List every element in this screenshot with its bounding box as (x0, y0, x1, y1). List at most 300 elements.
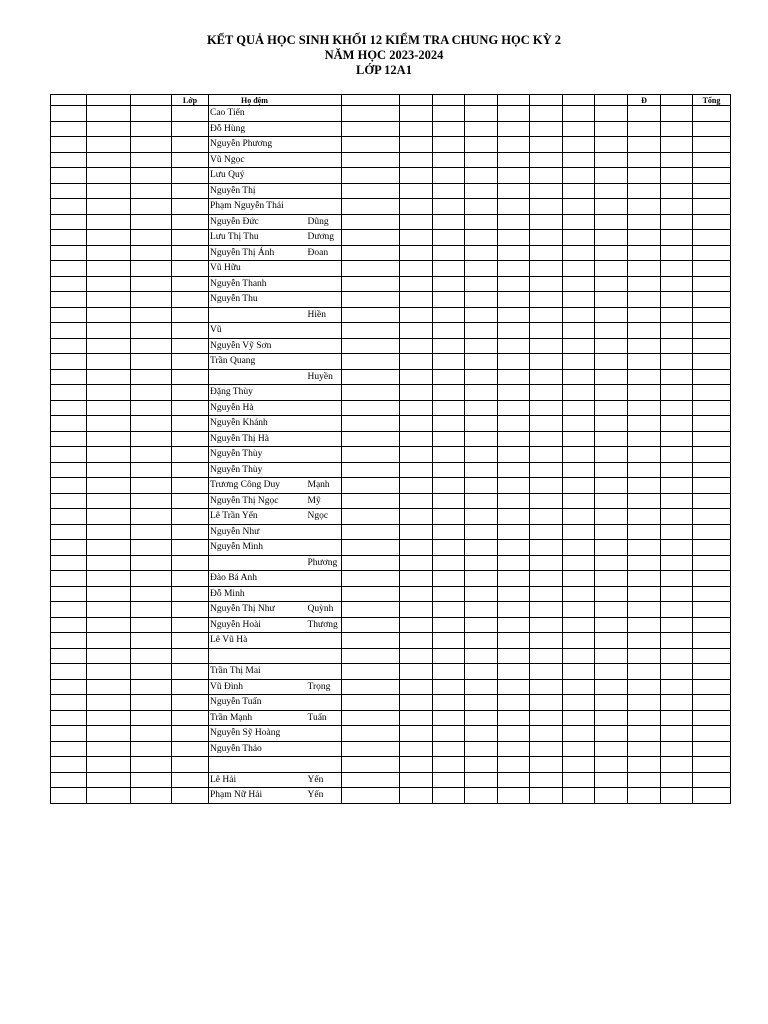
table-cell (661, 679, 693, 695)
table-cell (342, 199, 400, 215)
table-cell (131, 137, 172, 153)
table-cell (465, 137, 498, 153)
table-cell (342, 183, 400, 199)
table-row (51, 633, 731, 649)
table-cell (400, 493, 433, 509)
student-surname-cell: Lưu Thị Thu (209, 230, 307, 246)
student-surname-cell: Trần Mạnh (209, 710, 307, 726)
table-cell (498, 416, 530, 432)
table-cell (172, 307, 209, 323)
table-cell (342, 137, 400, 153)
table-cell (400, 524, 433, 540)
table-cell (131, 586, 172, 602)
table-cell (87, 633, 131, 649)
table-cell (628, 447, 661, 463)
table-cell (51, 152, 87, 168)
table-cell (530, 369, 563, 385)
table-cell (131, 245, 172, 261)
table-cell (87, 230, 131, 246)
table-cell (498, 199, 530, 215)
table-cell (433, 524, 465, 540)
table-cell (51, 276, 87, 292)
table-cell (433, 679, 465, 695)
table-cell (51, 586, 87, 602)
table-cell (530, 540, 563, 556)
student-surname-cell: Trần Thị Mai (209, 664, 307, 680)
table-cell (530, 245, 563, 261)
student-given-name-cell: Thương (307, 617, 342, 633)
table-cell (172, 540, 209, 556)
table-cell (530, 121, 563, 137)
student-given-name-cell: Yến (307, 788, 342, 804)
table-cell (530, 555, 563, 571)
table-cell (595, 400, 628, 416)
table-cell (131, 431, 172, 447)
table-row (51, 555, 731, 571)
table-row (51, 416, 731, 432)
table-cell (563, 416, 595, 432)
student-surname-cell: Nguyễn Thảo (209, 741, 307, 757)
table-row (51, 602, 731, 618)
table-cell (498, 121, 530, 137)
table-cell (433, 152, 465, 168)
table-cell (661, 447, 693, 463)
table-cell (51, 664, 87, 680)
table-cell (693, 354, 731, 370)
table-cell (172, 416, 209, 432)
table-cell (661, 338, 693, 354)
student-given-name-cell (307, 261, 342, 277)
table-cell (595, 416, 628, 432)
table-cell (661, 493, 693, 509)
table-cell (628, 695, 661, 711)
table-cell (51, 540, 87, 556)
table-cell (400, 462, 433, 478)
table-cell (400, 230, 433, 246)
table-cell (342, 555, 400, 571)
table-cell (498, 137, 530, 153)
table-cell (498, 726, 530, 742)
table-cell (563, 121, 595, 137)
table-cell (400, 555, 433, 571)
table-cell (342, 493, 400, 509)
table-cell (433, 478, 465, 494)
table-cell (433, 695, 465, 711)
table-cell (530, 400, 563, 416)
table-cell (51, 648, 87, 664)
table-cell (628, 679, 661, 695)
table-cell (342, 431, 400, 447)
table-cell (342, 586, 400, 602)
table-cell (628, 493, 661, 509)
table-cell (595, 741, 628, 757)
table-cell (693, 121, 731, 137)
table-cell (563, 571, 595, 587)
table-cell (693, 214, 731, 230)
table-cell (595, 354, 628, 370)
table-cell (628, 230, 661, 246)
table-cell (87, 354, 131, 370)
table-cell (563, 214, 595, 230)
table-cell (661, 757, 693, 773)
table-cell (465, 788, 498, 804)
table-cell (400, 478, 433, 494)
table-cell (433, 664, 465, 680)
table-cell (87, 540, 131, 556)
table-cell (498, 385, 530, 401)
table-row (51, 338, 731, 354)
table-cell (400, 369, 433, 385)
table-cell (131, 183, 172, 199)
table-cell (530, 788, 563, 804)
table-cell (498, 648, 530, 664)
table-row (51, 664, 731, 680)
table-cell (87, 385, 131, 401)
table-cell (400, 586, 433, 602)
table-cell (595, 230, 628, 246)
table-cell (400, 385, 433, 401)
table-cell (563, 245, 595, 261)
table-row (51, 183, 731, 199)
table-cell (172, 633, 209, 649)
table-cell (693, 633, 731, 649)
results-table (50, 94, 731, 804)
table-cell (530, 323, 563, 339)
table-cell (342, 276, 400, 292)
student-surname-cell: Nguyễn Như (209, 524, 307, 540)
table-cell (595, 152, 628, 168)
table-cell (433, 447, 465, 463)
table-cell (628, 261, 661, 277)
table-cell (595, 431, 628, 447)
table-cell (595, 679, 628, 695)
title-line-1: KẾT QUẢ HỌC SINH KHỐI 12 KIỂM TRA CHUNG HỌC KỲ 2 (206, 33, 562, 47)
student-given-name-cell (307, 354, 342, 370)
table-cell (465, 245, 498, 261)
table-cell (628, 307, 661, 323)
table-cell (433, 199, 465, 215)
table-cell (628, 354, 661, 370)
table-cell (51, 602, 87, 618)
table-cell (465, 664, 498, 680)
table-cell (465, 323, 498, 339)
student-surname-cell: Đào Bá Anh (209, 571, 307, 587)
table-cell (693, 664, 731, 680)
table-cell (628, 602, 661, 618)
table-cell (530, 509, 563, 525)
table-cell (498, 462, 530, 478)
table-cell (563, 726, 595, 742)
header-cell (465, 95, 498, 106)
table-row (51, 323, 731, 339)
table-cell (400, 323, 433, 339)
table-cell (131, 741, 172, 757)
student-surname-cell: Đỗ Minh (209, 586, 307, 602)
table-cell (87, 431, 131, 447)
table-cell (530, 478, 563, 494)
table-cell (465, 416, 498, 432)
student-surname-cell (209, 307, 307, 323)
table-cell (131, 772, 172, 788)
table-cell (661, 571, 693, 587)
table-cell (172, 121, 209, 137)
student-given-name-cell (307, 664, 342, 680)
table-cell (465, 540, 498, 556)
student-given-name-cell (307, 338, 342, 354)
table-cell (693, 757, 731, 773)
table-cell (465, 586, 498, 602)
table-cell (131, 679, 172, 695)
table-cell (693, 493, 731, 509)
table-cell (498, 354, 530, 370)
student-given-name-cell: Trọng (307, 679, 342, 695)
table-cell (595, 633, 628, 649)
table-cell (465, 261, 498, 277)
table-cell (131, 447, 172, 463)
table-cell (693, 710, 731, 726)
student-given-name-cell: Ngọc (307, 509, 342, 525)
table-cell (465, 462, 498, 478)
table-cell (87, 447, 131, 463)
table-row (51, 571, 731, 587)
table-cell (595, 772, 628, 788)
table-cell (400, 338, 433, 354)
table-cell (433, 307, 465, 323)
table-cell (563, 757, 595, 773)
table-cell (342, 121, 400, 137)
table-cell (595, 276, 628, 292)
student-surname-cell: Lưu Quý (209, 168, 307, 184)
table-cell (172, 710, 209, 726)
table-cell (465, 679, 498, 695)
table-cell (661, 276, 693, 292)
table-cell (465, 757, 498, 773)
table-cell (563, 183, 595, 199)
table-cell (131, 540, 172, 556)
student-surname-cell: Nguyễn Hoài (209, 617, 307, 633)
table-cell (628, 586, 661, 602)
table-cell (563, 307, 595, 323)
table-cell (131, 168, 172, 184)
table-cell (400, 183, 433, 199)
table-cell (51, 354, 87, 370)
student-surname-cell: Nguyễn Đức (209, 214, 307, 230)
table-cell (530, 431, 563, 447)
table-cell (51, 323, 87, 339)
table-cell (661, 152, 693, 168)
table-cell (465, 168, 498, 184)
table-cell (661, 617, 693, 633)
table-cell (595, 617, 628, 633)
student-given-name-cell: Tuấn (307, 710, 342, 726)
header-cell (433, 95, 465, 106)
table-cell (563, 292, 595, 308)
table-cell (693, 695, 731, 711)
table-cell (433, 416, 465, 432)
table-row (51, 478, 731, 494)
table-cell (51, 369, 87, 385)
table-cell (693, 431, 731, 447)
table-cell (51, 741, 87, 757)
table-cell (595, 385, 628, 401)
table-cell (51, 509, 87, 525)
table-cell (433, 493, 465, 509)
student-given-name-cell (307, 121, 342, 137)
table-cell (465, 199, 498, 215)
table-cell (51, 555, 87, 571)
header-cell (661, 95, 693, 106)
student-surname-cell: Lê Trần Yến (209, 509, 307, 525)
table-cell (131, 757, 172, 773)
table-cell (693, 261, 731, 277)
table-cell (342, 602, 400, 618)
table-cell (595, 292, 628, 308)
table-cell (87, 741, 131, 757)
table-cell (342, 385, 400, 401)
table-cell (628, 772, 661, 788)
table-cell (51, 183, 87, 199)
table-cell (465, 292, 498, 308)
table-cell (433, 137, 465, 153)
student-given-name-cell (307, 447, 342, 463)
header-cell (307, 95, 342, 106)
student-given-name-cell (307, 416, 342, 432)
table-cell (87, 369, 131, 385)
table-cell (628, 540, 661, 556)
table-cell (498, 400, 530, 416)
table-cell (87, 788, 131, 804)
table-cell (530, 183, 563, 199)
table-cell (563, 478, 595, 494)
table-cell (595, 493, 628, 509)
table-row (51, 307, 731, 323)
table-cell (661, 137, 693, 153)
table-cell (595, 183, 628, 199)
table-cell (693, 338, 731, 354)
table-cell (172, 555, 209, 571)
table-cell (563, 741, 595, 757)
table-cell (131, 261, 172, 277)
table-cell (465, 772, 498, 788)
table-row (51, 710, 731, 726)
table-cell (661, 354, 693, 370)
table-cell (131, 509, 172, 525)
table-cell (498, 261, 530, 277)
table-cell (131, 664, 172, 680)
table-cell (131, 726, 172, 742)
table-cell (661, 168, 693, 184)
header-diem: Đ (628, 95, 661, 106)
table-cell (693, 726, 731, 742)
table-cell (465, 276, 498, 292)
table-cell (595, 695, 628, 711)
student-surname-cell: Trần Quang (209, 354, 307, 370)
report-title (0, 33, 768, 78)
table-cell (498, 633, 530, 649)
table-cell (498, 478, 530, 494)
table-cell (433, 323, 465, 339)
table-cell (498, 695, 530, 711)
table-cell (342, 478, 400, 494)
table-cell (342, 648, 400, 664)
table-cell (661, 400, 693, 416)
table-cell (172, 586, 209, 602)
table-cell (172, 602, 209, 618)
table-cell (172, 261, 209, 277)
table-cell (51, 307, 87, 323)
table-cell (693, 307, 731, 323)
table-cell (693, 183, 731, 199)
table-cell (400, 664, 433, 680)
student-surname-cell: Trương Công Duy (209, 478, 307, 494)
table-cell (172, 183, 209, 199)
table-cell (433, 369, 465, 385)
table-cell (595, 540, 628, 556)
table-cell (693, 385, 731, 401)
table-cell (131, 230, 172, 246)
table-cell (661, 106, 693, 122)
table-cell (563, 354, 595, 370)
table-cell (51, 478, 87, 494)
table-cell (51, 633, 87, 649)
table-cell (628, 788, 661, 804)
table-cell (400, 571, 433, 587)
table-cell (433, 121, 465, 137)
table-cell (563, 695, 595, 711)
table-cell (400, 633, 433, 649)
table-row (51, 757, 731, 773)
table-cell (400, 679, 433, 695)
table-cell (628, 245, 661, 261)
table-cell (628, 633, 661, 649)
table-cell (342, 152, 400, 168)
table-cell (172, 431, 209, 447)
table-cell (563, 602, 595, 618)
table-cell (400, 726, 433, 742)
table-cell (498, 540, 530, 556)
student-surname-cell: Nguyễn Vỹ Sơn (209, 338, 307, 354)
table-cell (563, 586, 595, 602)
table-cell (563, 385, 595, 401)
table-cell (51, 524, 87, 540)
table-row (51, 648, 731, 664)
table-cell (530, 633, 563, 649)
table-cell (563, 462, 595, 478)
table-cell (530, 447, 563, 463)
table-cell (628, 726, 661, 742)
student-given-name-cell: Mỹ (307, 493, 342, 509)
table-cell (465, 602, 498, 618)
table-cell (87, 509, 131, 525)
table-cell (433, 571, 465, 587)
table-cell (87, 261, 131, 277)
table-cell (498, 369, 530, 385)
student-surname-cell: Phạm Nguyễn Thái (209, 199, 307, 215)
table-cell (131, 555, 172, 571)
table-cell (172, 106, 209, 122)
table-row (51, 447, 731, 463)
student-given-name-cell: Dương (307, 230, 342, 246)
table-cell (172, 152, 209, 168)
table-cell (131, 276, 172, 292)
table-row (51, 245, 731, 261)
table-cell (131, 462, 172, 478)
table-cell (661, 602, 693, 618)
table-cell (563, 648, 595, 664)
table-cell (661, 586, 693, 602)
table-cell (87, 664, 131, 680)
table-cell (563, 106, 595, 122)
